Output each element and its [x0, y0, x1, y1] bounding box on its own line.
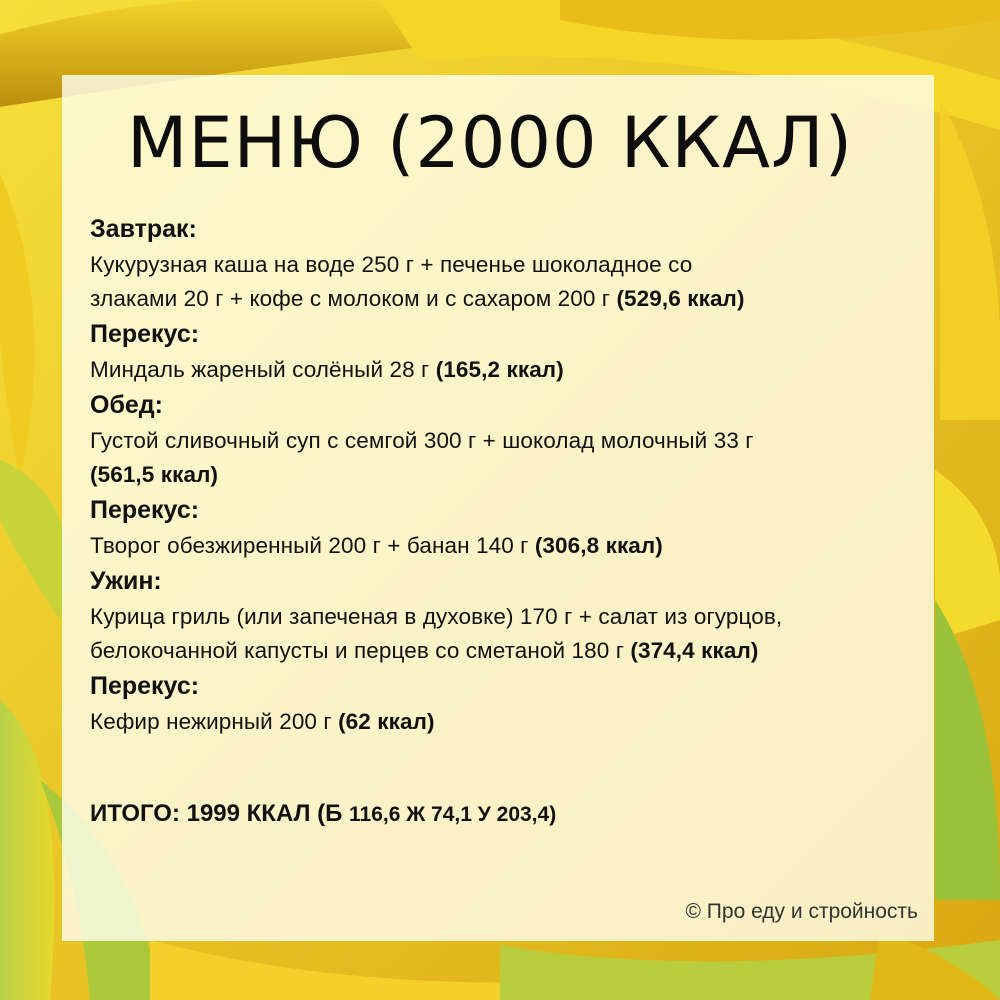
copyright-credit: © Про еду и стройность [685, 900, 918, 923]
total-label: ИТОГО: 1999 ККАЛ (Б [90, 800, 349, 827]
daily-total [90, 800, 556, 828]
meal-line: Кукурузная каша на воде 250 г + печенье шоколадное со [90, 252, 693, 277]
meal-name: Обед: [90, 391, 163, 419]
meal-line [90, 458, 910, 492]
meal-name: Перекус: [90, 672, 200, 700]
meal-dinner [90, 563, 910, 668]
meal-kcal: (306,8 ккал) [534, 533, 663, 558]
page-title: МЕНЮ (2000 ККАЛ) [126, 102, 853, 184]
meal-kcal: (62 ккал) [338, 709, 435, 734]
meal-line: Густой сливочный суп с семгой 300 г + шоколад молочный 33 г [90, 428, 754, 453]
meal-snack-2 [90, 492, 910, 563]
meal-line: Курица гриль (или запеченая в духовке) 170 г + салат из огурцов, [90, 604, 783, 629]
meal-list [90, 211, 910, 739]
meal-name: Ужин: [90, 567, 162, 595]
meal-line: Кефир нежирный 200 г (62 ккал) [90, 709, 435, 734]
meal-kcal: (529,6 ккал) [616, 286, 745, 311]
meal-lunch [90, 387, 910, 492]
meal-line: Творог обезжиренный 200 г + банан 140 г (306,8 ккал) [90, 533, 663, 558]
meal-line: Миндаль жареный солёный 28 г (165,2 ккал) [90, 357, 564, 382]
meal-kcal: (165,2 ккал) [435, 357, 564, 382]
meal-snack-1 [90, 316, 910, 387]
meal-line: злаками 20 г + кофе с молоком и с сахаром 200 г (529,6 ккал) [90, 286, 745, 311]
meal-breakfast [90, 211, 910, 316]
meal-name: Завтрак: [90, 215, 197, 243]
total-macros: 116,6 Ж 74,1 У 203,4) [349, 803, 557, 826]
meal-kcal: (561,5 ккал) [90, 462, 219, 487]
meal-name: Перекус: [90, 496, 200, 524]
meal-kcal: (374,4 ккал) [630, 638, 759, 663]
meal-line: белокочанной капусты и перцев со сметаной 180 г (374,4 ккал) [90, 638, 759, 663]
meal-name: Перекус: [90, 320, 200, 348]
meal-snack-3 [90, 668, 910, 739]
